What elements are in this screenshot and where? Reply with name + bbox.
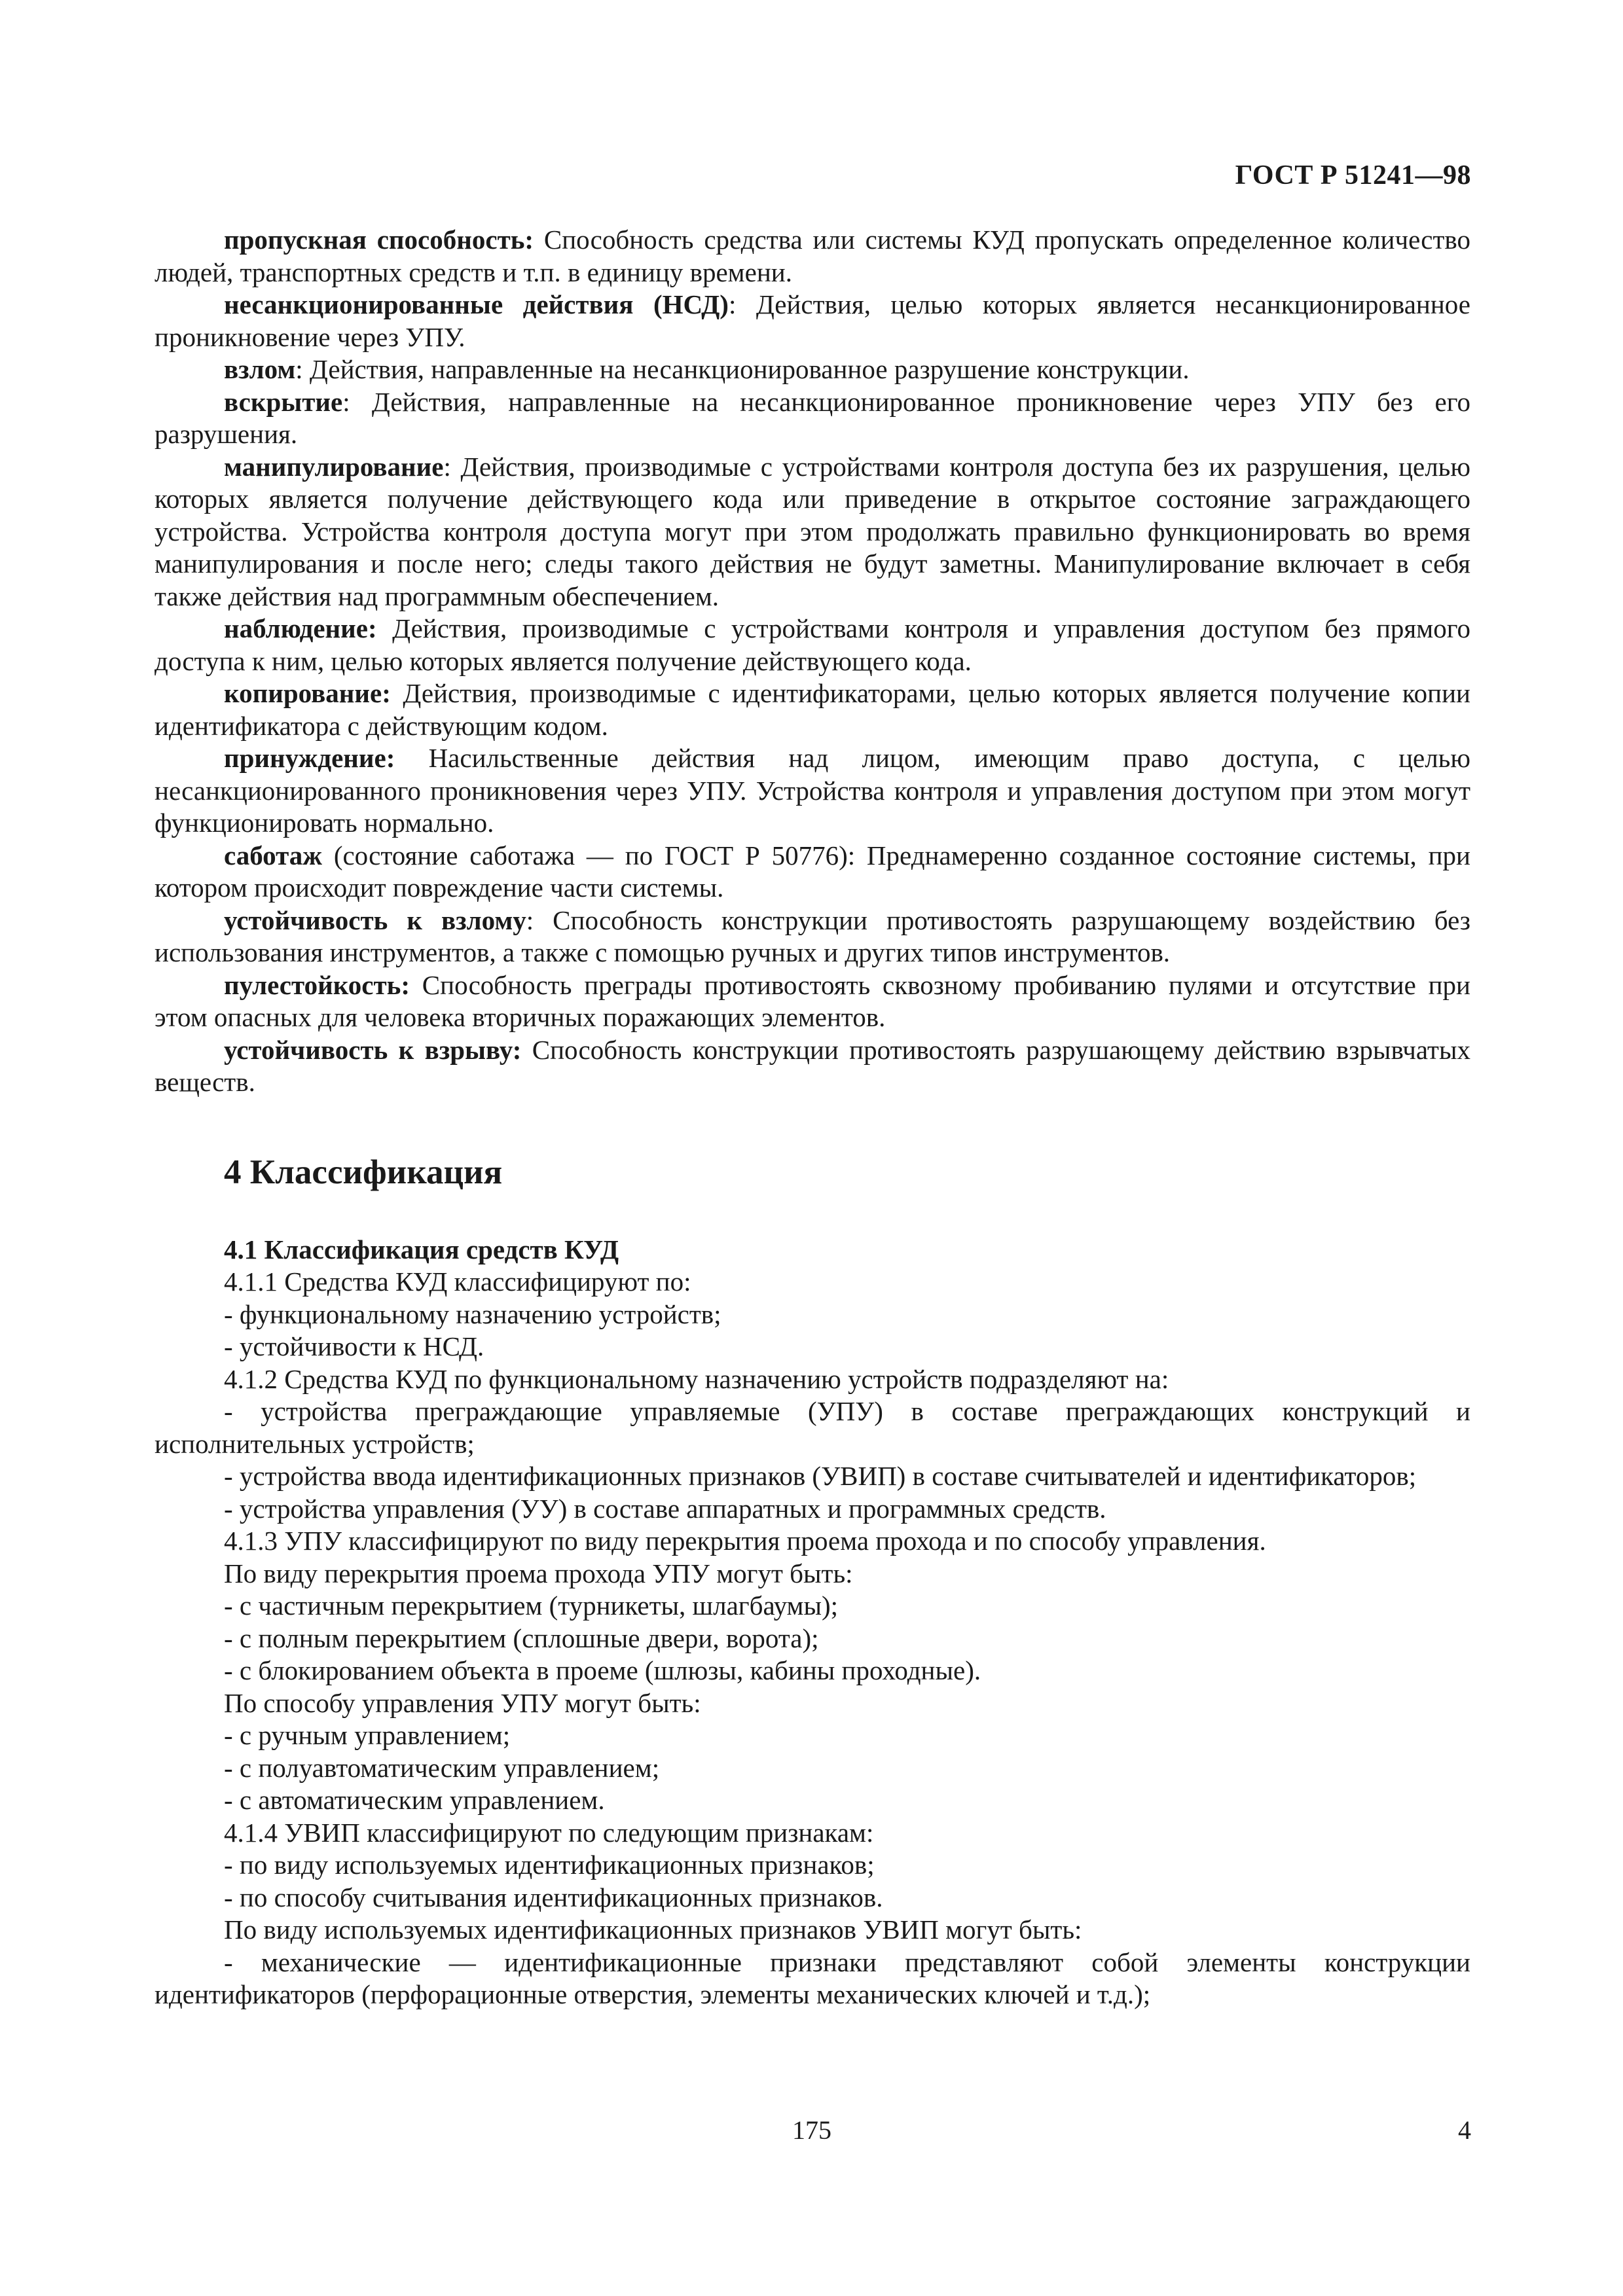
term-paragraph xyxy=(155,840,1470,905)
term-definition: : Действия, направленные на несанкционированное проникновение через УПУ без его разрушения. xyxy=(155,386,1470,449)
list-item: - с блокированием объекта в проеме (шлюзы, кабины проходные). xyxy=(224,1655,981,1685)
term-paragraph xyxy=(155,451,1470,613)
term-definition: : Действия, целью которых является несанкционированное проникновение через УПУ. xyxy=(155,289,1470,352)
document-id-header: ГОСТ Р 51241—98 xyxy=(1235,160,1471,190)
term-label: наблюдение: xyxy=(224,613,377,643)
term-definition: Способность средства или системы КУД пропускать определенное количество людей, транспортных средств и т.п. в единицу времени. xyxy=(155,224,1470,287)
list-item: - с автоматическим управлением. xyxy=(224,1785,605,1815)
list-item: - по виду используемых идентификационных признаков; xyxy=(224,1850,875,1880)
page-number: 175 xyxy=(792,2115,831,2145)
list-item: - устройства преграждающие управляемые (УПУ) в составе преграждающих конструкций и исполнительных устройств; xyxy=(155,1396,1470,1459)
term-definition: Способность конструкции противостоять разрушающему действию взрывчатых веществ. xyxy=(155,1034,1470,1097)
term-label: саботаж xyxy=(224,840,322,870)
term-label: взлом xyxy=(224,354,296,384)
term-paragraph xyxy=(155,224,1470,289)
body-paragraph: 4.1.2 Средства КУД по функциональному назначению устройств подразделяют на: xyxy=(224,1363,1169,1394)
list-item: - устойчивости к НСД. xyxy=(224,1331,484,1361)
list-item: - функциональному назначению устройств; xyxy=(224,1299,721,1329)
term-definition: : Способность конструкции противостоять разрушающему воздействию без использования инструментов, а также с помощью ручных и других типов инструментов. xyxy=(155,905,1470,967)
term-label: пулестойкость: xyxy=(224,969,410,1000)
list-item: - с полуавтоматическим управлением; xyxy=(224,1752,660,1783)
body-paragraph: 4.1.1 Средства КУД классифицируют по: xyxy=(224,1266,691,1297)
term-definition: Способность преграды противостоять сквозному пробиванию пулями и отсутствие при этом опасных для человека вторичных поражающих элементов. xyxy=(155,969,1470,1032)
list-item: - по способу считывания идентификационных признаков. xyxy=(224,1882,883,1912)
term-definition: Насильственные действия над лицом, имеющим право доступа, с целью несанкционированного проникновения через УПУ. Устройства контроля и управления доступом при этом могут функционировать нормально. xyxy=(155,743,1470,838)
term-paragraph xyxy=(155,353,1470,386)
term-label: копирование: xyxy=(224,678,391,708)
list-item: - устройства управления (УУ) в составе аппаратных и программных средств. xyxy=(224,1493,1106,1524)
section-heading: 4 Классификация xyxy=(224,1153,503,1191)
term-definition: : Действия, направленные на несанкционированное разрушение конструкции. xyxy=(295,354,1190,384)
list-item: - механические — идентификационные признаки представляют собой элементы конструкции идентификаторов (перфорационные отверстия, элементы механических ключей и т.д.); xyxy=(155,1946,1470,2009)
term-label: устойчивость к взлому xyxy=(224,905,526,935)
term-label: пропускная способность: xyxy=(224,224,534,255)
term-definition: Действия, производимые с устройствами контроля и управления доступом без прямого доступа к ним, целью которых является получение действующего кода. xyxy=(155,613,1470,676)
term-label: вскрытие xyxy=(224,386,343,417)
terms-list xyxy=(155,224,1470,1099)
term-label: принуждение: xyxy=(224,743,395,773)
term-label: манипулирование xyxy=(224,451,444,482)
term-definition: Действия, производимые с идентификаторами, целью которых является получение копии идентификатора с действующим кодом. xyxy=(155,678,1470,741)
term-label: устойчивость к взрыву: xyxy=(224,1034,522,1065)
list-item: - с ручным управлением; xyxy=(224,1720,511,1750)
term-paragraph xyxy=(155,1034,1470,1099)
term-paragraph xyxy=(155,677,1470,742)
term-paragraph xyxy=(155,969,1470,1034)
term-paragraph xyxy=(155,613,1470,677)
term-paragraph xyxy=(155,905,1470,969)
list-item: - устройства ввода идентификационных признаков (УВИП) в составе считывателей и идентификаторов; xyxy=(224,1461,1417,1491)
body-paragraph: 4.1.3 УПУ классифицируют по виду перекрытия проема прохода и по способу управления. xyxy=(224,1526,1266,1556)
subsection-heading: 4.1 Классификация средств КУД xyxy=(224,1234,619,1265)
term-label: несанкционированные действия (НСД) xyxy=(224,289,729,319)
body-paragraph: По способу управления УПУ могут быть: xyxy=(224,1687,701,1718)
sheet-number: 4 xyxy=(1458,2115,1471,2145)
list-item: - с полным перекрытием (сплошные двери, ворота); xyxy=(224,1623,819,1653)
classification-list xyxy=(155,1266,1470,2011)
term-paragraph xyxy=(155,289,1470,353)
body-paragraph: 4.1.4 УВИП классифицируют по следующим признакам: xyxy=(224,1817,874,1848)
body-paragraph: По виду перекрытия проема прохода УПУ могут быть: xyxy=(224,1558,853,1588)
body-paragraph: По виду используемых идентификационных признаков УВИП могут быть: xyxy=(224,1914,1082,1945)
list-item: - с частичным перекрытием (турникеты, шлагбаумы); xyxy=(224,1590,839,1621)
page-body xyxy=(155,224,1470,2011)
term-definition: : Действия, производимые с устройствами контроля доступа без их разрушения, целью которых является получение действующего кода или приведение в открытое состояние заграждающего устройства. Устройства контроля доступа могут при этом продолжать правильно функционировать во время манипулирования и после него; следы такого действия не будут заметны. Манипулирование включает в себя также действия над программным обеспечением. xyxy=(155,451,1470,611)
term-paragraph xyxy=(155,386,1470,451)
term-definition: (состояние саботажа — по ГОСТ Р 50776): Преднамеренно созданное состояние системы, при котором происходит повреждение части системы. xyxy=(155,840,1470,903)
term-paragraph xyxy=(155,742,1470,840)
